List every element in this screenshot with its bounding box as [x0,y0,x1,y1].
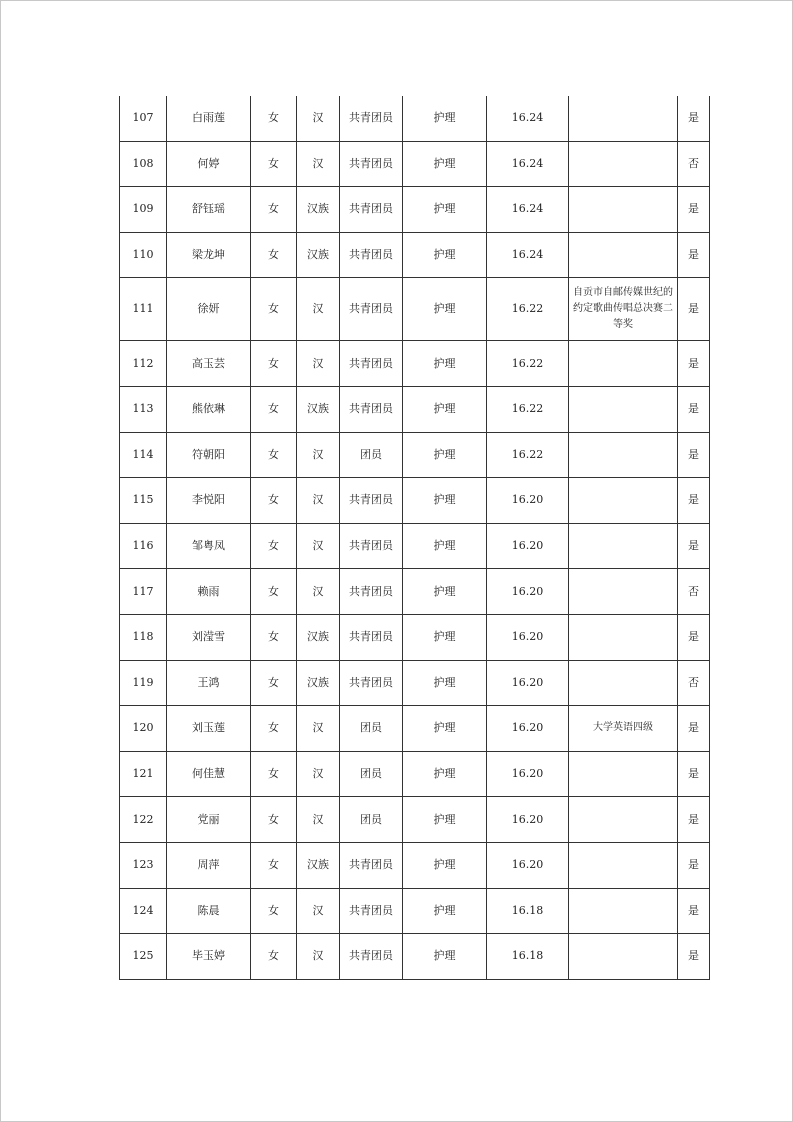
major-cell: 护理 [403,141,487,187]
major-cell: 护理 [403,523,487,569]
eligibility-flag-cell: 是 [678,432,710,478]
political-status-cell: 共青团员 [340,478,403,524]
eligibility-flag-cell: 是 [678,751,710,797]
score-cell: 16.20 [487,523,569,569]
gender-cell: 女 [251,660,297,706]
award-note-cell [569,232,678,278]
table-row [120,751,710,797]
student-name-cell: 熊依琳 [167,386,251,432]
row-number-cell: 119 [120,660,167,706]
eligibility-flag-cell: 是 [678,614,710,660]
ethnicity-cell: 汉族 [297,386,340,432]
ethnicity-cell: 汉 [297,96,340,141]
award-note-cell: 大学英语四级 [569,706,678,752]
eligibility-flag-cell: 是 [678,797,710,843]
table-row [120,96,710,141]
major-cell: 护理 [403,614,487,660]
score-cell: 16.20 [487,842,569,888]
major-cell: 护理 [403,797,487,843]
row-number-cell: 109 [120,187,167,233]
ethnicity-cell: 汉 [297,141,340,187]
eligibility-flag-cell: 是 [678,523,710,569]
award-note-cell [569,386,678,432]
gender-cell: 女 [251,432,297,478]
ethnicity-cell: 汉 [297,523,340,569]
major-cell: 护理 [403,386,487,432]
table-row [120,614,710,660]
political-status-cell: 共青团员 [340,141,403,187]
ethnicity-cell: 汉 [297,934,340,980]
score-cell: 16.22 [487,386,569,432]
table-row [120,278,710,341]
political-status-cell: 团员 [340,797,403,843]
major-cell: 护理 [403,569,487,615]
gender-cell: 女 [251,751,297,797]
award-note-cell [569,141,678,187]
political-status-cell: 共青团员 [340,341,403,387]
award-note-cell [569,569,678,615]
political-status-cell: 共青团员 [340,523,403,569]
student-name-cell: 赖雨 [167,569,251,615]
political-status-cell: 共青团员 [340,614,403,660]
gender-cell: 女 [251,96,297,141]
eligibility-flag-cell: 是 [678,934,710,980]
student-name-cell: 毕玉婷 [167,934,251,980]
political-status-cell: 共青团员 [340,386,403,432]
eligibility-flag-cell: 是 [678,842,710,888]
eligibility-flag-cell: 是 [678,386,710,432]
table-row [120,478,710,524]
gender-cell: 女 [251,523,297,569]
student-name-cell: 刘玉莲 [167,706,251,752]
gender-cell: 女 [251,706,297,752]
political-status-cell: 共青团员 [340,934,403,980]
ethnicity-cell: 汉 [297,888,340,934]
row-number-cell: 116 [120,523,167,569]
gender-cell: 女 [251,614,297,660]
gender-cell: 女 [251,386,297,432]
table-row [120,888,710,934]
score-cell: 16.20 [487,706,569,752]
major-cell: 护理 [403,478,487,524]
row-number-cell: 108 [120,141,167,187]
row-number-cell: 125 [120,934,167,980]
major-cell: 护理 [403,842,487,888]
major-cell: 护理 [403,706,487,752]
row-number-cell: 118 [120,614,167,660]
score-cell: 16.22 [487,432,569,478]
eligibility-flag-cell: 是 [678,341,710,387]
row-number-cell: 112 [120,341,167,387]
table-row [120,660,710,706]
score-cell: 16.24 [487,96,569,141]
student-name-cell: 周萍 [167,842,251,888]
table-row [120,706,710,752]
ethnicity-cell: 汉族 [297,614,340,660]
student-name-cell: 徐妍 [167,278,251,341]
political-status-cell: 共青团员 [340,187,403,233]
score-cell: 16.18 [487,888,569,934]
student-name-cell: 王鸿 [167,660,251,706]
gender-cell: 女 [251,569,297,615]
eligibility-flag-cell: 是 [678,278,710,341]
student-name-cell: 刘滢雪 [167,614,251,660]
major-cell: 护理 [403,888,487,934]
ethnicity-cell: 汉族 [297,187,340,233]
table-row [120,934,710,980]
row-number-cell: 122 [120,797,167,843]
table-row [120,386,710,432]
major-cell: 护理 [403,751,487,797]
eligibility-flag-cell: 否 [678,660,710,706]
student-name-cell: 符朝阳 [167,432,251,478]
row-number-cell: 123 [120,842,167,888]
score-cell: 16.20 [487,660,569,706]
table-row [120,232,710,278]
gender-cell: 女 [251,888,297,934]
eligibility-flag-cell: 是 [678,888,710,934]
political-status-cell: 共青团员 [340,278,403,341]
award-note-cell [569,96,678,141]
score-cell: 16.22 [487,278,569,341]
eligibility-flag-cell: 是 [678,232,710,278]
row-number-cell: 120 [120,706,167,752]
award-note-cell [569,842,678,888]
roster-body [120,96,710,979]
ethnicity-cell: 汉 [297,569,340,615]
ethnicity-cell: 汉 [297,432,340,478]
student-name-cell: 舒钰瑶 [167,187,251,233]
gender-cell: 女 [251,478,297,524]
row-number-cell: 115 [120,478,167,524]
eligibility-flag-cell: 是 [678,478,710,524]
eligibility-flag-cell: 是 [678,706,710,752]
student-name-cell: 党丽 [167,797,251,843]
political-status-cell: 共青团员 [340,569,403,615]
score-cell: 16.20 [487,614,569,660]
score-cell: 16.24 [487,141,569,187]
row-number-cell: 124 [120,888,167,934]
row-number-cell: 114 [120,432,167,478]
eligibility-flag-cell: 是 [678,187,710,233]
student-name-cell: 白雨莲 [167,96,251,141]
major-cell: 护理 [403,660,487,706]
table-row [120,797,710,843]
table-row [120,842,710,888]
gender-cell: 女 [251,842,297,888]
score-cell: 16.18 [487,934,569,980]
table-row [120,341,710,387]
row-number-cell: 107 [120,96,167,141]
table-row [120,141,710,187]
political-status-cell: 共青团员 [340,232,403,278]
eligibility-flag-cell: 是 [678,96,710,141]
ethnicity-cell: 汉族 [297,842,340,888]
score-cell: 16.20 [487,797,569,843]
row-number-cell: 113 [120,386,167,432]
award-note-cell [569,797,678,843]
score-cell: 16.20 [487,569,569,615]
award-note-cell [569,478,678,524]
student-name-cell: 梁龙坤 [167,232,251,278]
table-row [120,523,710,569]
student-name-cell: 何佳慧 [167,751,251,797]
score-cell: 16.20 [487,478,569,524]
gender-cell: 女 [251,934,297,980]
table-row [120,569,710,615]
ethnicity-cell: 汉 [297,706,340,752]
eligibility-flag-cell: 否 [678,569,710,615]
political-status-cell: 共青团员 [340,660,403,706]
political-status-cell: 共青团员 [340,96,403,141]
student-name-cell: 李悦阳 [167,478,251,524]
major-cell: 护理 [403,278,487,341]
political-status-cell: 团员 [340,706,403,752]
major-cell: 护理 [403,187,487,233]
ethnicity-cell: 汉 [297,341,340,387]
score-cell: 16.22 [487,341,569,387]
ethnicity-cell: 汉 [297,478,340,524]
major-cell: 护理 [403,341,487,387]
table-row [120,187,710,233]
student-name-cell: 陈晨 [167,888,251,934]
major-cell: 护理 [403,232,487,278]
award-note-cell [569,751,678,797]
eligibility-flag-cell: 否 [678,141,710,187]
award-note-cell [569,614,678,660]
score-cell: 16.24 [487,187,569,233]
ethnicity-cell: 汉 [297,278,340,341]
political-status-cell: 共青团员 [340,842,403,888]
table-row [120,432,710,478]
gender-cell: 女 [251,341,297,387]
major-cell: 护理 [403,432,487,478]
gender-cell: 女 [251,797,297,843]
award-note-cell [569,660,678,706]
political-status-cell: 团员 [340,432,403,478]
student-name-cell: 何婷 [167,141,251,187]
gender-cell: 女 [251,278,297,341]
gender-cell: 女 [251,141,297,187]
ethnicity-cell: 汉族 [297,232,340,278]
gender-cell: 女 [251,187,297,233]
award-note-cell [569,934,678,980]
score-cell: 16.24 [487,232,569,278]
student-roster-table [119,96,710,980]
ethnicity-cell: 汉 [297,751,340,797]
student-name-cell: 高玉芸 [167,341,251,387]
score-cell: 16.20 [487,751,569,797]
row-number-cell: 117 [120,569,167,615]
gender-cell: 女 [251,232,297,278]
major-cell: 护理 [403,96,487,141]
award-note-cell [569,523,678,569]
ethnicity-cell: 汉族 [297,660,340,706]
row-number-cell: 110 [120,232,167,278]
political-status-cell: 团员 [340,751,403,797]
row-number-cell: 111 [120,278,167,341]
major-cell: 护理 [403,934,487,980]
ethnicity-cell: 汉 [297,797,340,843]
award-note-cell: 自贡市自邮传媒世纪的约定歌曲传唱总决赛二等奖 [569,278,678,341]
student-name-cell: 邹粤凤 [167,523,251,569]
row-number-cell: 121 [120,751,167,797]
award-note-cell [569,432,678,478]
award-note-cell [569,888,678,934]
political-status-cell: 共青团员 [340,888,403,934]
award-note-cell [569,341,678,387]
award-note-cell [569,187,678,233]
